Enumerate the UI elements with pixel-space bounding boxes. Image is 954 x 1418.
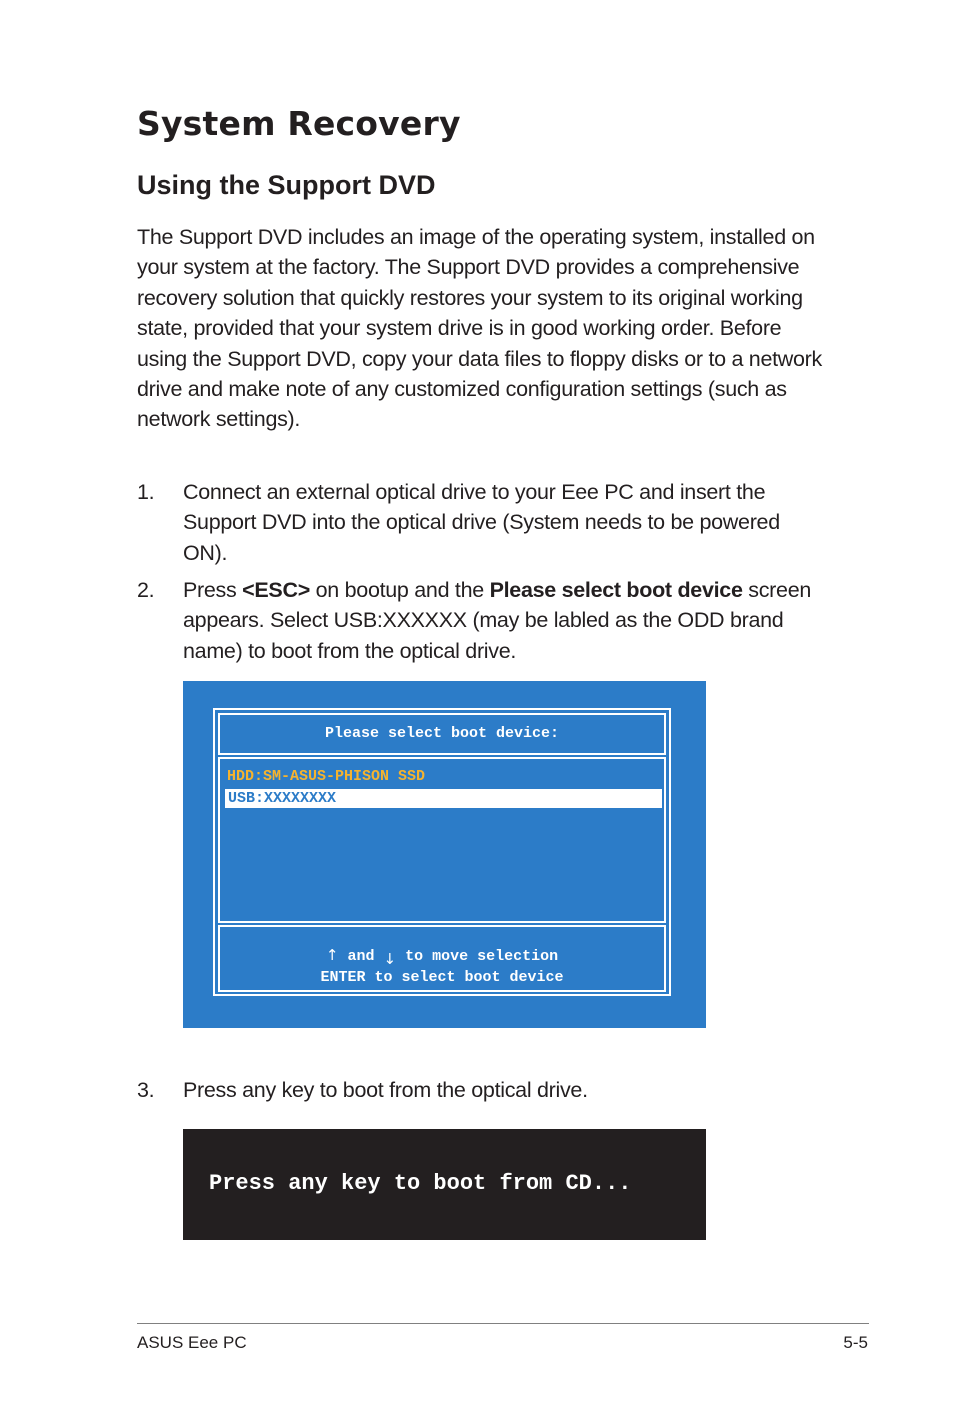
page-title: System Recovery — [137, 104, 461, 143]
boot-prompt-text: Press any key to boot from CD... — [209, 1171, 632, 1196]
step-text — [183, 575, 827, 666]
step-text: Press any key to boot from the optical drive. — [183, 1078, 588, 1102]
and-label: and — [338, 948, 384, 965]
enter-help-line: ENTER to select boot device — [320, 969, 564, 986]
step-3 — [137, 1075, 827, 1105]
move-label: to move selection — [396, 948, 559, 965]
screen-name-label: Please select boot device — [489, 578, 743, 602]
section-title: Using the Support DVD — [137, 170, 436, 200]
step-2 — [137, 575, 827, 666]
boot-option-hdd[interactable]: HDD:SM-ASUS-PHISON SSD — [227, 768, 426, 785]
boot-menu-help — [220, 945, 664, 988]
boot-prompt-screen — [183, 1129, 706, 1240]
step-text-part: screen appears. Select USB:XXXXXX (may be labled as the ODD brand name) to boot from the optical drive. — [183, 578, 812, 663]
up-arrow-icon: ↑ — [325, 946, 339, 964]
step-number: 2. — [137, 578, 155, 602]
boot-menu-frame — [213, 708, 671, 996]
boot-menu-header-panel — [218, 713, 666, 755]
boot-device-screen — [183, 681, 706, 1028]
footer-divider — [137, 1323, 869, 1324]
boot-option-usb-selected[interactable]: USB:XXXXXXXX — [225, 789, 662, 808]
step-number: 3. — [137, 1078, 155, 1102]
boot-device-list — [218, 757, 666, 923]
step-text: Connect an external optical drive to your Eee PC and insert the Support DVD into the optical drive (System needs to be powered ON). — [183, 480, 780, 565]
boot-menu-title: Please select boot device: — [324, 725, 560, 742]
intro-paragraph: The Support DVD includes an image of the operating system, installed on your system at the factory. The Support DVD provides a comprehensive recovery solution that quickly restores your system to its original working state, provided that your system drive is in good working order. Before using the Support DVD, copy your data files to floppy disks or to a network drive and make note of any customized configuration settings (such as network settings). — [137, 225, 822, 432]
esc-key-label: <ESC> — [242, 578, 310, 602]
step-number: 1. — [137, 480, 155, 504]
footer-product-name: ASUS Eee PC — [137, 1333, 247, 1352]
step-text-part: on bootup and the — [309, 578, 490, 602]
footer-page-number: 5-5 — [843, 1333, 868, 1352]
step-text-part: Press — [183, 578, 243, 602]
move-help-line — [220, 945, 664, 967]
down-arrow-icon: ↓ — [383, 950, 397, 968]
boot-menu-help-panel — [218, 925, 666, 992]
step-1 — [137, 477, 827, 568]
